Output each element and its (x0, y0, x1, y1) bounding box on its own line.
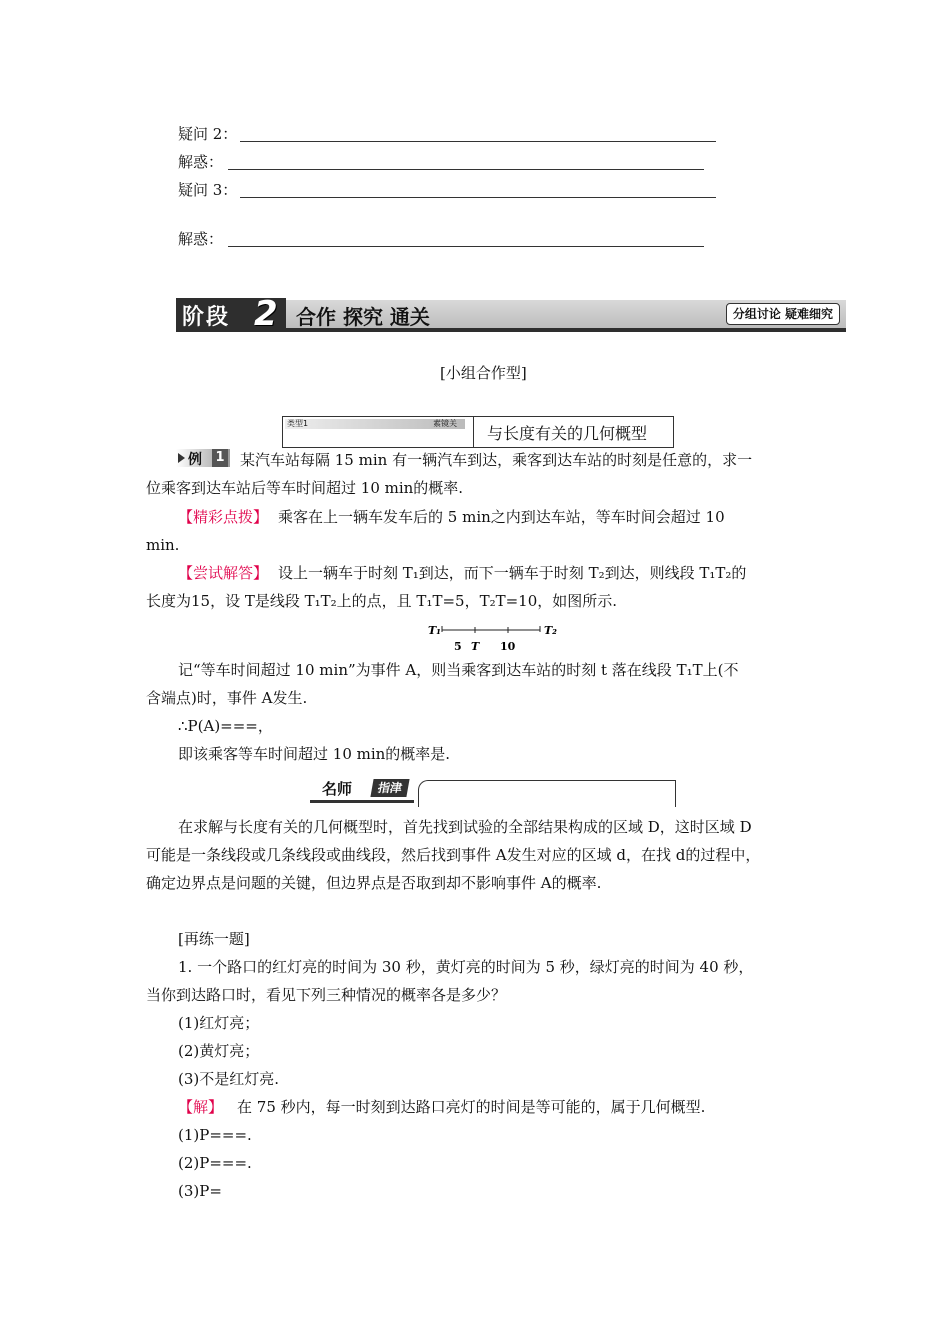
teacher-note-tab (310, 778, 414, 803)
type-box (282, 416, 674, 448)
segment-tick-10: 10 (500, 640, 516, 653)
hint-label: 【精彩点拨】 (178, 508, 269, 526)
practice-item-2: (2)黄灯亮； (178, 1042, 260, 1060)
play-triangle-icon (178, 453, 185, 463)
type-box-label-cell (283, 417, 474, 447)
hint-line-1: 乘客在上一辆车发车后的 5 min之内到达车站，等车时间会超过 10 (278, 508, 725, 526)
practice-answer-label: 【解】 (178, 1098, 224, 1116)
teacher-note-line-1: 在求解与长度有关的几何概型时，首先找到试验的全部结果构成的区域 D，这时区域 D (178, 818, 752, 836)
practice-answer-2: (2)P===. (178, 1154, 252, 1172)
banner-stage-label: 阶段 (182, 305, 231, 330)
type-box-right-label: 素镜关 (433, 419, 457, 428)
answer-2-blank[interactable] (228, 246, 704, 247)
practice-question-line-1: 1. 一个路口的红灯亮的时间为 30 秒，黄灯亮的时间为 5 秒，绿灯亮的时间为 40 秒， (178, 958, 754, 976)
hint-line-2: min. (146, 536, 180, 554)
solution-line-3: 记“等车时间超过 10 min”为事件 A，则当乘客到达车站的时刻 t 落在线段 T₁T上(不 (178, 661, 739, 679)
solution-line-1: 设上一辆车于时刻 T₁到达，而下一辆车于时刻 T₂到达，则线段 T₁T₂的 (278, 564, 747, 582)
type-box-name: 与长度有关的几何概型 (487, 424, 648, 443)
hint-block (178, 507, 725, 527)
type-box-left-label: 类型1 (287, 419, 309, 428)
example-badge-label: 例 (188, 452, 202, 468)
solution-label: 【尝试解答】 (178, 564, 269, 582)
answer-1-blank[interactable] (228, 169, 704, 170)
segment-figure (420, 618, 570, 656)
example-line-2: 位乘客到达车站后等车时间超过 10 min的概率. (146, 479, 464, 497)
teacher-note-line-3: 确定边界点是问题的关键，但边界点是否取到却不影响事件 A的概率. (146, 874, 602, 892)
practice-item-1: (1)红灯亮； (178, 1014, 260, 1032)
question-3-blank[interactable] (240, 197, 716, 198)
segment-label-t2: T₂ (544, 624, 558, 637)
answer-1-label: 解惑： (178, 153, 224, 171)
practice-heading: [再练一题] (178, 930, 250, 948)
practice-question-line-2: 当你到达路口时，看见下列三种情况的概率各是多少？ (146, 986, 507, 1004)
practice-item-3: (3)不是红灯亮. (178, 1070, 280, 1088)
example-line-1: 某汽车站每隔 15 min 有一辆汽车到达，乘客到达车站的时刻是任意的，求一 (240, 451, 753, 469)
teacher-note-line-2: 可能是一条线段或几条线段或曲线段，然后找到事件 A发生对应的区域 d，在找 d的过程中， (146, 846, 761, 864)
example-badge-number: 1 (212, 449, 228, 467)
section-heading: [小组合作型] (440, 364, 527, 382)
teacher-note-header (310, 778, 676, 806)
question-2-blank[interactable] (240, 141, 716, 142)
answer-2-label: 解惑： (178, 230, 224, 248)
solution-line-6: 即该乘客等车时间超过 10 min的概率是. (178, 745, 451, 763)
question-2-label: 疑问 2： (178, 125, 238, 143)
segment-tick-5: 5 (454, 640, 462, 653)
teacher-note-label: 名师 (322, 780, 353, 798)
banner-title: 合作 探究 通关 (296, 305, 430, 329)
solution-line-4: 含端点)时，事件 A发生. (146, 689, 308, 707)
stage-banner (176, 294, 846, 334)
practice-answer (178, 1097, 705, 1117)
banner-tag: 分组讨论 疑难细究 (726, 303, 840, 325)
practice-answer-3: (3)P= (178, 1182, 222, 1200)
question-3-label: 疑问 3： (178, 181, 238, 199)
solution-line-2: 长度为15，设 T是线段 T₁T₂上的点，且 T₁T=5，T₂T=10，如图所示. (146, 592, 618, 610)
segment-tick-t: T (471, 640, 480, 653)
teacher-note-frame (418, 780, 676, 807)
banner-stage-number: 2 (254, 294, 278, 334)
segment-label-t1: T₁ (428, 624, 442, 637)
solution-block (178, 563, 746, 583)
teacher-note-label-highlight: 指津 (370, 779, 409, 797)
practice-answer-text: 在 75 秒内，每一时刻到达路口亮灯的时间是等可能的，属于几何概型. (237, 1098, 706, 1116)
example-badge (176, 449, 230, 467)
practice-answer-1: (1)P===. (178, 1126, 252, 1144)
solution-line-5: ∴P(A)===， (178, 717, 273, 735)
